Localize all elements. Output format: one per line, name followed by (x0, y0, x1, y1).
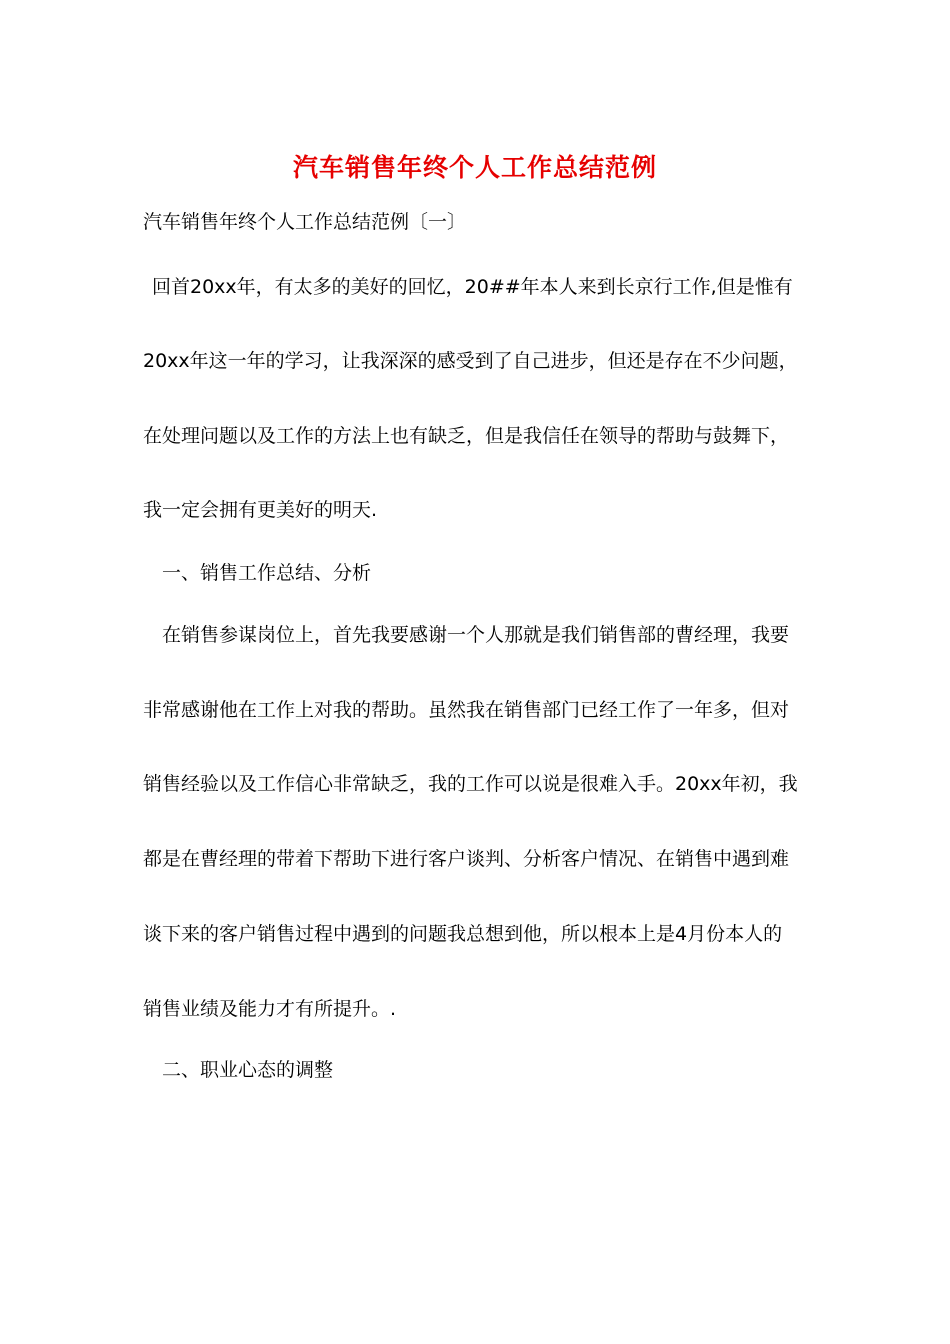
section-heading: 一、销售工作总结、分析 (162, 562, 372, 584)
document-title: 汽车销售年终个人工作总结范例 (292, 153, 657, 182)
paragraph-line: 谈下来的客户销售过程中遇到的问题我总想到他，所以根本上是4月份本人的 (143, 923, 783, 945)
paragraph-line: 在销售参谋岗位上，首先我要感谢一个人那就是我们销售部的曹经理，我要 (162, 624, 790, 646)
paragraph-line: 回首20xx年，有太多的美好的回忆，20##年本人来到长京行工作,但是惟有 (152, 276, 793, 298)
section-heading: 二、职业心态的调整 (162, 1059, 334, 1081)
paragraph-line: 都是在曹经理的带着下帮助下进行客户谈判、分析客户情况、在销售中遇到难 (143, 848, 790, 870)
paragraph-line: 非常感谢他在工作上对我的帮助。虽然我在销售部门已经工作了一年多，但对 (143, 699, 790, 721)
paragraph-line: 在处理问题以及工作的方法上也有缺乏，但是我信任在领导的帮助与鼓舞下， (143, 425, 790, 447)
paragraph-line: 我一定会拥有更美好的明天. (143, 499, 378, 521)
document-subtitle: 汽车销售年终个人工作总结范例〔一〕 (143, 211, 467, 233)
paragraph-line: 销售业绩及能力才有所提升。. (143, 998, 397, 1020)
paragraph-line: 20xx年这一年的学习，让我深深的感受到了自己进步，但还是存在不少问题， (143, 350, 798, 372)
paragraph-line: 销售经验以及工作信心非常缺乏，我的工作可以说是很难入手。20xx年初，我 (143, 773, 798, 795)
